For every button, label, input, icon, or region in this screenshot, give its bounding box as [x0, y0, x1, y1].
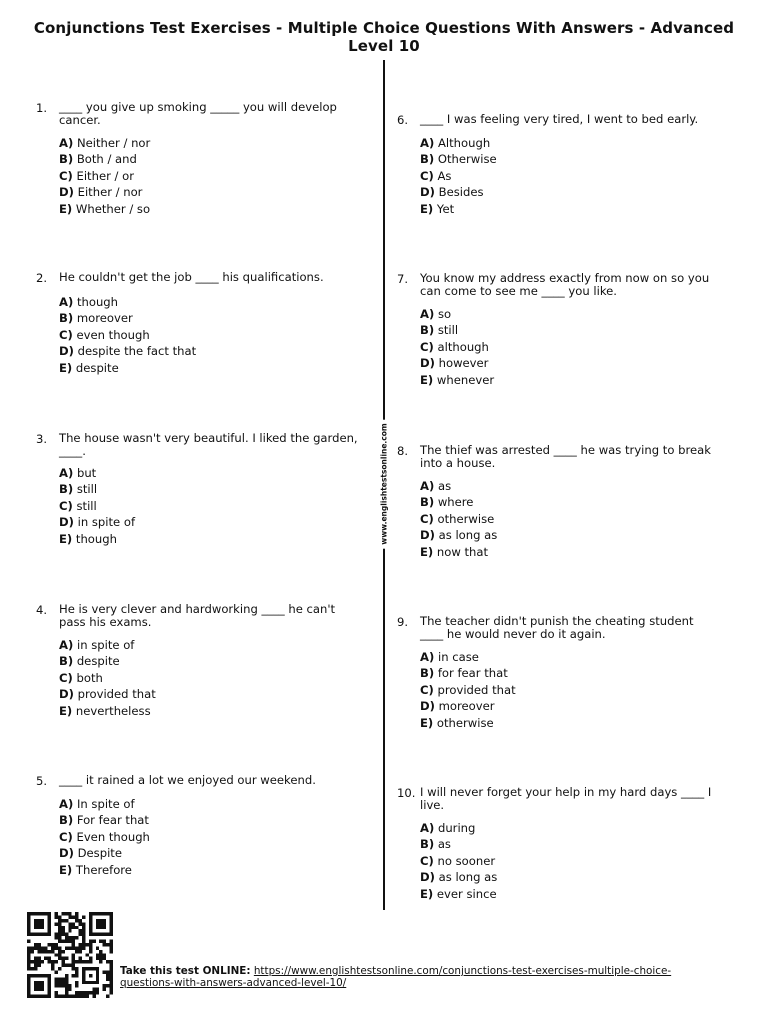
option-a: A) in spite of — [59, 638, 135, 652]
question-number: 10. — [397, 786, 416, 800]
answer-options — [59, 796, 150, 878]
option-e: E) whenever — [420, 372, 495, 387]
question-stem: The house wasn't very beautiful. I liked the garden, ____. — [59, 431, 358, 458]
option-b: B) for fear that — [420, 666, 508, 681]
option-c: C) still — [59, 498, 97, 513]
option-b: B) still — [420, 323, 459, 338]
option-d: D) in spite of — [59, 515, 136, 530]
answer-options — [59, 465, 135, 547]
option-c: C) both — [59, 670, 103, 685]
question-number: 7. — [397, 272, 409, 286]
footer-online-link — [120, 965, 680, 990]
option-a: A) as — [420, 479, 452, 493]
option-d: D) as long as — [420, 528, 498, 543]
question-stem: The teacher didn't punish the cheating student ____ he would never do it again. — [420, 614, 694, 641]
option-e: E) Therefore — [59, 862, 132, 877]
question-number: 8. — [397, 444, 409, 458]
question-number: 4. — [36, 603, 48, 617]
qr-code-icon — [26, 912, 114, 998]
option-e: E) Whether / so — [59, 201, 151, 216]
option-d: D) provided that — [59, 687, 156, 702]
question-stem: He couldn't get the job ____ his qualifications. — [59, 270, 324, 284]
answer-options — [420, 135, 497, 217]
option-e: E) now that — [420, 544, 489, 559]
option-d: D) Either / nor — [59, 185, 143, 200]
question-stem: ____ you give up smoking _____ you will develop cancer. — [59, 100, 337, 127]
option-c: C) no sooner — [420, 853, 496, 868]
option-e: E) otherwise — [420, 715, 494, 730]
question-number: 2. — [36, 271, 48, 285]
option-e: E) nevertheless — [59, 703, 151, 718]
answer-options — [420, 649, 516, 731]
answer-options — [420, 478, 497, 560]
option-a: A) In spite of — [59, 797, 135, 811]
question-number: 3. — [36, 432, 48, 446]
answer-options — [59, 637, 156, 719]
question-number: 6. — [397, 113, 409, 127]
option-c: C) Either / or — [59, 168, 134, 183]
question-number: 9. — [397, 615, 409, 629]
option-a: A) though — [59, 295, 119, 309]
option-a: A) but — [59, 466, 97, 480]
answer-options — [420, 820, 497, 902]
option-d: D) Besides — [420, 185, 484, 200]
answer-options — [420, 306, 494, 388]
question-stem: He is very clever and hardworking ____ he can't pass his exams. — [59, 602, 336, 629]
option-d: D) as long as — [420, 870, 498, 885]
option-d: D) despite the fact that — [59, 344, 197, 359]
option-c: C) although — [420, 339, 489, 354]
question-stem: ____ it rained a lot we enjoyed our weekend. — [59, 773, 316, 787]
option-b: B) moreover — [59, 311, 133, 326]
footer-label: Take this test ONLINE: — [120, 965, 251, 977]
option-a: A) Neither / nor — [59, 136, 151, 150]
answer-options — [59, 294, 196, 376]
option-c: C) even though — [59, 327, 150, 342]
option-d: D) however — [420, 356, 489, 371]
option-c: C) As — [420, 168, 452, 183]
question-stem: You know my address exactly from now on so you can come to see me ____ you like. — [420, 271, 710, 298]
option-b: B) For fear that — [59, 813, 149, 828]
option-b: B) still — [59, 482, 98, 497]
option-c: C) Even though — [59, 829, 150, 844]
page-title: Conjunctions Test Exercises - Multiple Choice Questions With Answers - Advanced Level 10 — [33, 19, 735, 55]
test-online-link[interactable]: https://www.englishtestsonline.com/conjunctions-test-exercises-multiple-choice-questions-with-answers-advanced-level-10/ — [120, 965, 672, 990]
option-b: B) Both / and — [59, 152, 137, 167]
option-d: D) moreover — [420, 699, 495, 714]
option-b: B) despite — [59, 654, 120, 669]
question-stem: I will never forget your help in my hard days ____ I live. — [420, 785, 712, 812]
question-stem: ____ I was feeling very tired, I went to bed early. — [420, 112, 699, 126]
option-d: D) Despite — [59, 846, 122, 861]
option-e: E) though — [59, 531, 117, 546]
option-a: A) so — [420, 307, 452, 321]
site-watermark-label: www.englishtestsonline.com — [380, 419, 389, 548]
option-e: E) despite — [59, 360, 119, 375]
option-e: E) Yet — [420, 201, 455, 216]
question-stem: The thief was arrested ____ he was trying to break into a house. — [420, 443, 711, 470]
question-number: 1. — [36, 101, 48, 115]
option-e: E) ever since — [420, 886, 497, 901]
option-c: C) provided that — [420, 682, 516, 697]
question-number: 5. — [36, 774, 48, 788]
option-c: C) otherwise — [420, 511, 495, 526]
option-b: B) where — [420, 495, 474, 510]
option-a: A) during — [420, 821, 476, 835]
option-b: B) as — [420, 837, 451, 852]
option-a: A) Although — [420, 136, 491, 150]
option-b: B) Otherwise — [420, 152, 497, 167]
option-a: A) in case — [420, 650, 479, 664]
answer-options — [59, 135, 150, 217]
